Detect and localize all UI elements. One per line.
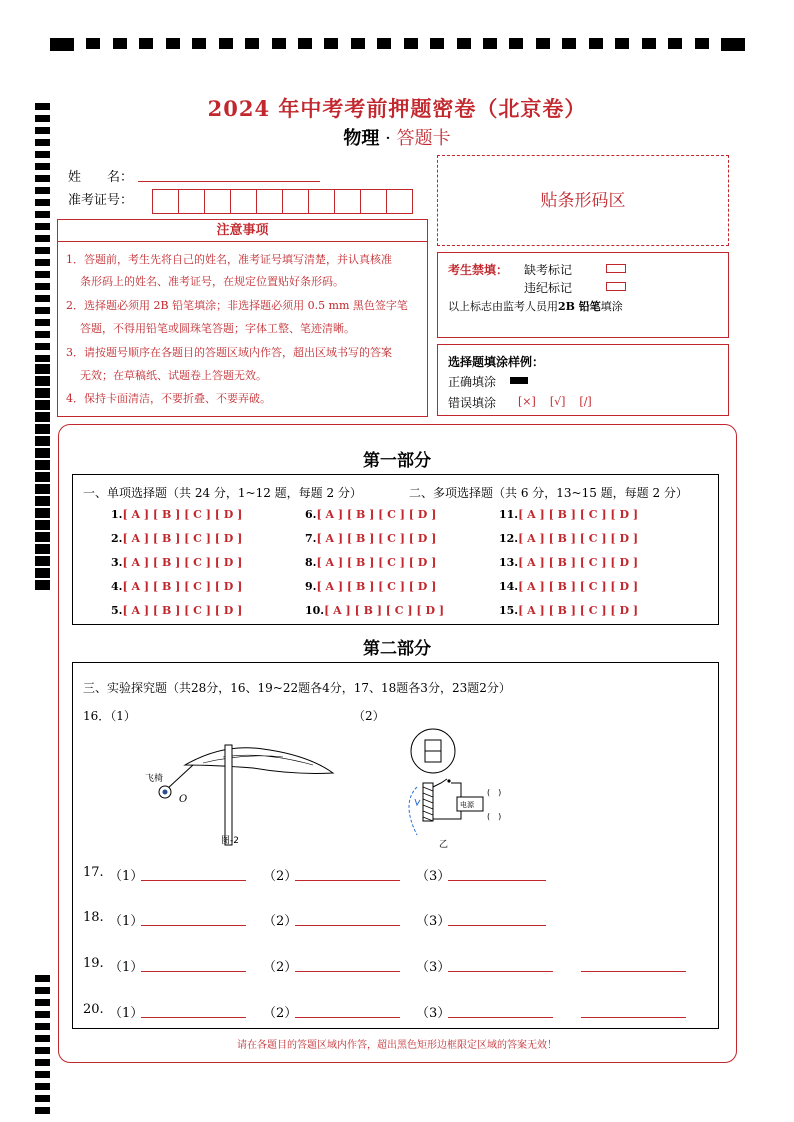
absent-mark-box[interactable] [606,264,626,273]
exam-id-boxes[interactable] [152,189,412,214]
sub-question-label: （3） [416,869,451,884]
choice-options[interactable]: [ A ] [ B ] [ C ] [ D ] [122,580,243,593]
name-label: 姓 名： [68,170,134,185]
notice-box [57,241,428,417]
figure-flying-chair [143,735,343,847]
choice-question [499,508,638,521]
footer-warning: 请在各题目的答题区域内作答，超出黑色矩形边框限定区域的答案无效！ [237,1040,557,1051]
choice-options[interactable]: [ A ] [ B ] [ C ] [ D ] [316,532,437,545]
notice-title: 注意事项 [57,219,428,242]
choice-options[interactable]: [ A ] [ B ] [ C ] [ D ] [122,532,243,545]
card-name: 答题卡 [396,128,451,149]
prohibit-note-pre: 以上标志由监考人员用 [448,300,558,313]
page-subtitle [0,124,794,150]
choice-question [111,508,242,521]
answer-line[interactable] [141,1017,246,1018]
umbrella-canopy [185,748,333,774]
question-number: 20. [83,1002,104,1017]
choice-options[interactable]: [ A ] [ B ] [ C ] [ D ] [518,604,639,617]
choice-question [305,580,436,593]
sub-question-label: （2） [263,1006,298,1021]
choice-question-number: 12. [499,532,519,545]
wrong-mark-cross: [×] [518,395,536,408]
notice-line-7: 4．保持卡面清洁，不要折叠、不要弄破。 [66,392,271,405]
wrong-mark-slash: [/] [579,395,592,408]
choice-options[interactable]: [ A ] [ B ] [ C ] [ D ] [122,556,243,569]
paren-bottom: ( ) [487,812,502,821]
choice-options[interactable]: [ A ] [ B ] [ C ] [ D ] [518,508,639,521]
figure-caption-2: 乙 [439,840,449,850]
choice-question-number: 8. [305,556,317,569]
part1-heading: 第一部分 [363,451,431,471]
choice-question [111,532,242,545]
chair-rope [167,765,193,789]
answer-line-extra[interactable] [581,971,686,972]
choice-question [305,508,436,521]
field-line [409,787,417,835]
question-number: 17. [83,865,104,880]
choice-question-number: 4. [111,580,123,593]
sub-question-label: （3） [416,960,451,975]
choice-options[interactable]: [ A ] [ B ] [ C ] [ D ] [518,532,639,545]
prohibit-box [437,252,729,338]
q16-part2: （2） [353,709,385,723]
choice-options[interactable]: [ A ] [ B ] [ C ] [ D ] [518,556,639,569]
choice-options[interactable]: [ A ] [ B ] [ C ] [ D ] [316,508,437,521]
question-number: 19. [83,956,104,971]
timing-marks-left-2 [35,364,51,592]
choice-question-number: 9. [305,580,317,593]
choice-question-number: 7. [305,532,317,545]
choice-question-number: 11. [499,508,519,521]
page-title: 2024 年中考考前押题密卷（北京卷） [207,96,587,121]
notice-line-4: 答题，不得用铅笔或圆珠笔答题；字体工整、笔迹清晰。 [80,322,355,335]
single-choice-title: 一、单项选择题（共 24 分，1~12 题，每题 2 分） [83,486,362,500]
sub-question-label: （1） [109,869,144,884]
choice-question [499,532,638,545]
choice-question [305,556,436,569]
sample-wrong-label: 错误填涂 [448,396,497,410]
absent-mark-label: 缺考标记 [524,263,573,277]
violation-mark-box[interactable] [606,282,626,291]
paren-top: ( ) [487,788,502,797]
answer-line[interactable] [448,1017,553,1018]
sub-question-label: （1） [109,914,144,929]
barcode-area [437,155,729,246]
q16-num: 16． [83,709,111,723]
choice-question [499,604,638,617]
sub-question-label: （1） [109,960,144,975]
choice-question-number: 14. [499,580,519,593]
sample-wrong-marks [518,395,592,408]
title-dot: · [385,128,391,149]
sample-correct-label: 正确填涂 [448,375,497,389]
question-number: 18. [83,910,104,925]
timing-marks-top [50,38,745,50]
canopy-ribs [203,755,313,765]
barcode-area-label: 贴条形码区 [540,191,626,211]
choice-question [499,580,638,593]
choice-options[interactable]: [ A ] [ B ] [ C ] [ D ] [324,604,445,617]
answer-line[interactable] [448,971,553,972]
prohibit-label: 考生禁填： [448,263,509,277]
experiment-title: 三、实验探究题（共28分，16、19~22题各4分，17、18题各3分，23题2分） [83,681,511,695]
sub-question-label: （1） [109,1006,144,1021]
notice-line-3: 2．选择题必须用 2B 铅笔填涂；非选择题必须用 0.5 mm 黑色签字笔 [66,299,408,312]
choice-question-number: 1. [111,508,123,521]
figure-electromagnet [401,725,511,850]
choice-options[interactable]: [ A ] [ B ] [ C ] [ D ] [316,580,437,593]
choice-question [305,532,436,545]
answer-line[interactable] [141,880,246,881]
prohibit-note-bold: 2B 铅笔 [558,300,601,313]
answer-line[interactable] [448,880,546,881]
sub-question-label: （2） [263,960,298,975]
notice-line-2: 条形码上的姓名、准考证号，在规定位置贴好条形码。 [80,275,344,288]
answer-line[interactable] [141,971,246,972]
part2-heading: 第二部分 [363,639,431,659]
choice-question-number: 10. [305,604,325,617]
notice-line-5: 3．请按题号顺序在各题目的答题区域内作答，超出区域书写的答案 [66,346,392,359]
sample-correct-mark [510,377,528,384]
prohibit-note-post: 填涂 [600,300,623,313]
figure-caption-1: 图-2 [221,836,239,846]
sub-question-label: （2） [263,914,298,929]
wrong-mark-check: [√] [549,395,566,408]
choice-question-number: 6. [305,508,317,521]
label-o: O [179,794,188,805]
choice-question [305,604,444,617]
power-label: 电源 [460,801,474,809]
sub-question-label: （3） [416,914,451,929]
center-pole [225,745,232,845]
experiment-box [72,662,719,1029]
sample-title: 选择题填涂样例： [448,355,545,369]
choice-box [72,474,719,625]
subject-name: 物理 [343,128,380,149]
sample-box [437,344,729,416]
q16-number [83,707,136,724]
answer-line[interactable] [448,925,546,926]
answer-line[interactable] [295,925,400,926]
choice-question-number: 15. [499,604,519,617]
q16-part1: （1） [110,709,136,723]
label-flying-chair: 飞椅 [145,774,164,784]
multi-choice-title: 二、多项选择题（共 6 分，13~15 题，每题 2 分） [409,486,688,500]
notice-line-1: 1．答题前，考生先将自己的姓名，准考证号填写清楚，并认真核准 [66,253,392,266]
answer-line[interactable] [295,1017,400,1018]
choice-options[interactable]: [ A ] [ B ] [ C ] [ D ] [122,604,243,617]
notice-line-6: 无效；在草稿纸、试题卷上答题无效。 [80,369,267,382]
choice-question-number: 3. [111,556,123,569]
switch-pivot [447,779,450,782]
choice-question-number: 2. [111,532,123,545]
choice-question-number: 13. [499,556,519,569]
violation-mark-label: 违纪标记 [524,281,573,295]
prohibit-note [448,298,623,314]
choice-question [111,580,242,593]
choice-options[interactable]: [ A ] [ B ] [ C ] [ D ] [122,508,243,521]
choice-options[interactable]: [ A ] [ B ] [ C ] [ D ] [316,556,437,569]
answer-line[interactable] [141,925,246,926]
sub-question-label: （3） [416,1006,451,1021]
answer-line-extra[interactable] [581,1017,686,1018]
answer-line[interactable] [295,971,400,972]
choice-question-number: 5. [111,604,123,617]
exam-id-label: 准考证号： [68,193,134,208]
name-field[interactable] [138,180,320,182]
choice-question [111,604,242,617]
answer-line[interactable] [295,880,400,881]
choice-options[interactable]: [ A ] [ B ] [ C ] [ D ] [518,580,639,593]
chair-center [163,790,168,795]
sub-question-label: （2） [263,869,298,884]
field-arrow [415,799,420,805]
choice-question [499,556,638,569]
choice-question [111,556,242,569]
